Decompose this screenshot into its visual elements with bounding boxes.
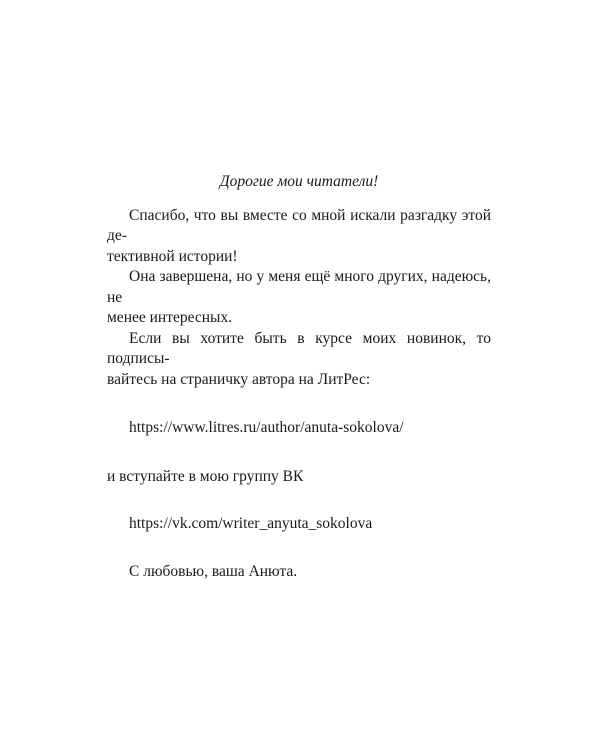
paragraph-line: Спасибо, что вы вместе со мной искали разгадку этой де- (107, 206, 491, 244)
paragraph-thanks (107, 206, 491, 268)
paragraph-line: Если вы хотите быть в курсе моих новинок, то подписы- (107, 329, 491, 367)
paragraph-line: вайтесь на страничку автора на ЛитРес: (107, 370, 371, 388)
paragraph-line: менее интересных. (107, 309, 233, 326)
vk-group-link: https://vk.com/writer_anyuta_sokolova (129, 515, 373, 532)
vk-group-invite: и вступайте в мою группу ВК (107, 467, 304, 485)
spacer (107, 535, 491, 562)
spacer (107, 487, 491, 514)
spacer (107, 390, 491, 418)
paragraph-subscribe (107, 329, 491, 391)
paragraph-line: Она завершена, но у меня ещё много других, надеюсь, не (107, 268, 491, 306)
paragraph-line: тективной истории! (107, 247, 238, 265)
litres-author-link: https://www.litres.ru/author/anuta-sokolova/ (129, 419, 404, 436)
signature: С любовью, ваша Анюта. (129, 562, 298, 580)
spacer (107, 439, 491, 467)
afterword-text (107, 172, 491, 582)
page-heading: Дорогие мои читатели! (219, 173, 379, 190)
paragraph-finished (107, 267, 491, 329)
